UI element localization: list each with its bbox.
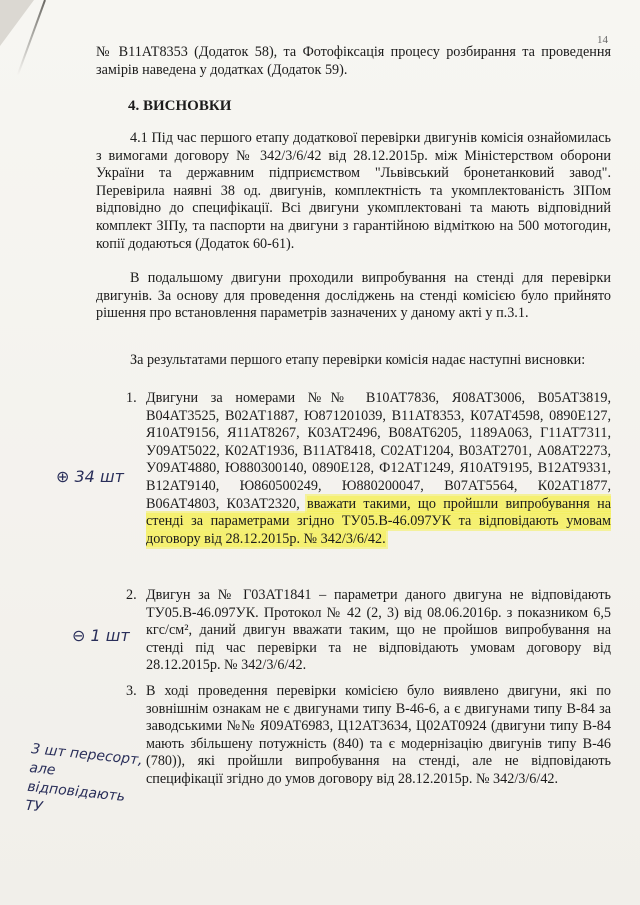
paragraph-stand-testing: В подальшому двигуни проходили випробування на стенді для перевірки двигунів. За основу для проведення досліджень на стенді комісією було прийнято рішення про встановлення параметрів зазначених у даному акті у п.3.1.: [96, 270, 611, 322]
handwritten-note-plus: ⊕ 34 шт: [56, 467, 124, 486]
item-number: 1.: [126, 390, 137, 406]
handwritten-note-bottom: 3 шт пересорт, але відповідають ТУ: [24, 741, 144, 816]
item-text: В ході проведення перевірки комісією було виявлено двигуни, які по зовнішнім ознакам не є двигунами типу В-46-6, а є двигунами типу В-84 за заводськими №№ Я09АТ6983, Ц12АТ3634, Ц02АТ0924 (двигуни типу В-84 мають збільшену потужність (840) та є модернізацію двигунів типу В-46 (780)), які пройшли випробування на стенді, але не відповідають специфікації згідно до умов договору від 28.12.2015р. № 342/3/6/42.: [146, 683, 611, 787]
highlighted-conclusion: вважати такими, що пройшли випробування на стенді за параметрами згідно ТУ05.В-46.097УК та відповідають умовам договору від 28.12.2015р. № 342/3/6/42.: [146, 495, 611, 547]
page-number: 14: [597, 34, 608, 46]
paragraph-4-1: 4.1 Під час першого етапу додаткової перевірки двигунів комісія ознайомилась з вимогами договору № 342/3/6/42 від 28.12.2015р. між Міністерством оборони України та державним підприємством "Львівський бронетанковий завод". Перевірила наявні 38 од. двигунів, комплектність та укомплектованість ЗІПом відповідно до специфікації. Всі двигуни укомплектовані та мають відповідний комплект ЗІПу, та паспорти на двигуни з гарантійною відміткою на 500 мотогодин, копії додаються (Додаток 60-61).: [96, 130, 611, 252]
item-text: Двигун за № Г03АТ1841 – параметри даного двигуна не відповідають ТУ05.В-46.097УК. Протокол № 42 (2, 3) від 08.06.2016р. з показником 6,5 кгс/см², даний двигун вважати таким, що не пройшов випробування на стенді під час перевірки та не відповідають умовам договору від 28.12.2015р. № 342/3/6/42.: [146, 587, 611, 674]
conclusion-item-1: [126, 390, 611, 548]
conclusion-item-3: [126, 683, 611, 789]
section-heading: 4. ВИСНОВКИ: [128, 98, 232, 114]
item-number: 3.: [126, 683, 137, 699]
conclusion-item-2: [126, 587, 611, 675]
item-number: 2.: [126, 587, 137, 603]
engine-list: Двигуни за номерами №№ В10АТ7836, Я08АТ3006, В05АТ3819, В04АТ3525, В02АТ1887, Ю871201039, В11АТ8353, К07АТ4598, 0890Е127, Я10АТ9156, Я11АТ8267, К03АТ2496, В08АТ6205, 1189А063, Г11АТ7311, У09АТ5022, К02АТ1936, В11АТ8418, С02АТ1204, В03АТ2701, А08АТ2273, У09АТ4880, Ю880300140, 0890Е128, Ф12АТ1249, Я10АТ9195, В12АТ9331, В12АТ9140, Ю860500249, Ю880200047, В07АТ5564, К02АТ1877, В06АТ4803, К03АТ2320,: [146, 390, 611, 512]
intro-paragraph: № В11АТ8353 (Додаток 58), та Фотофіксація процесу розбирання та проведення замірів наведена у додатках (Додаток 59).: [96, 44, 611, 78]
handwritten-note-minus: ⊖ 1 шт: [72, 626, 130, 645]
paragraph-results: За результатами першого етапу перевірки комісія надає наступні висновки:: [130, 352, 586, 368]
